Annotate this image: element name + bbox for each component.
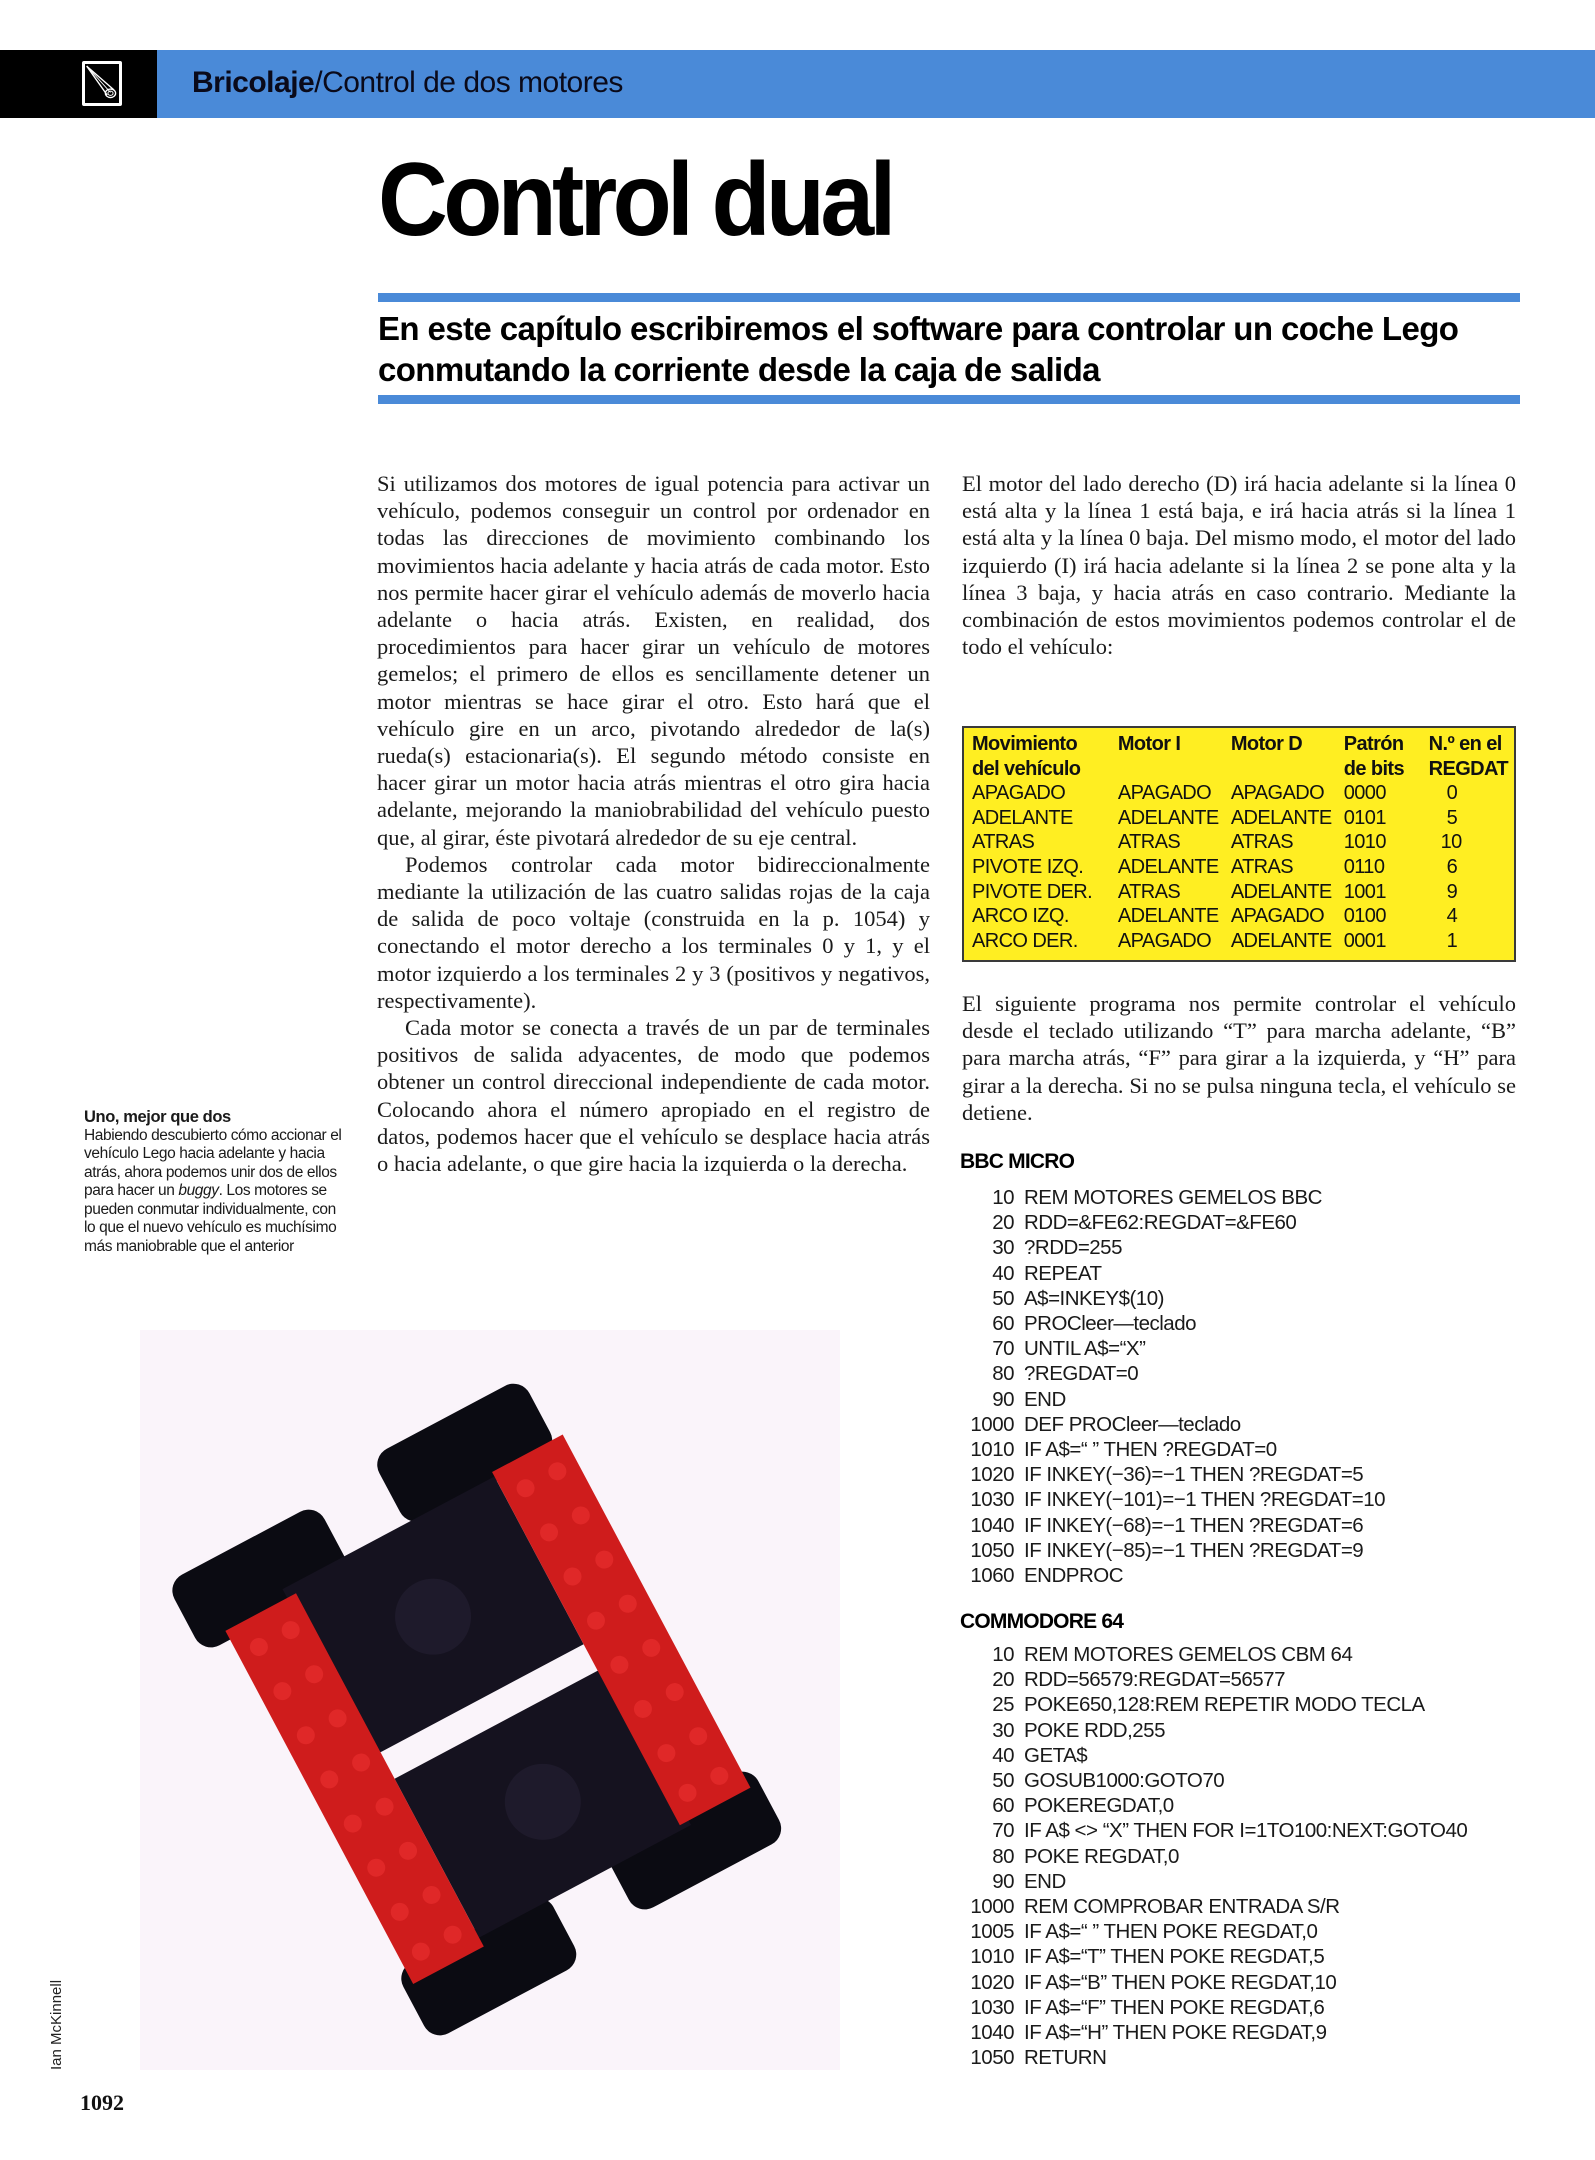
line-number: 40	[992, 1261, 1014, 1285]
table-cell: ATRAS	[972, 831, 1035, 854]
table-cell: PIVOTE IZQ.	[972, 855, 1084, 878]
line-number: 80	[992, 1844, 1014, 1868]
table-cell: 1001	[1343, 880, 1386, 903]
code-line	[960, 1793, 1467, 1818]
body-paragraph: El motor del lado derecho (D) irá hacia adelante si la línea 0 está alta y la línea 1 está baja, e irá hacia atrás si la línea 1 está alta y la línea 0 baja. Del mismo modo, el motor del lado izquierdo (I) irá hacia adelante si la línea 2 se pone alta y la línea 3 baja, y hacia atrás en caso contrario. Mediante la combinación de estos movimientos podemos controlar el de todo el vehículo:	[962, 471, 1516, 660]
lego-buggy-photo	[140, 1330, 840, 2070]
line-number: 1050	[970, 2046, 1014, 2070]
intro-standfirst: En este capítulo escribiremos el software para controlar un coche Lego conmutando la corriente desde la caja de salida	[378, 310, 1459, 388]
code-line	[960, 1513, 1385, 1538]
code-line	[960, 1387, 1385, 1412]
line-number: 1005	[970, 1920, 1014, 1944]
code-line	[960, 1944, 1467, 1969]
body-paragraph: Cada motor se conecta a través de un par de terminales positivos de salida adyacentes, de modo que podemos obtener un control direccional independiente de cada motor. Colocando ahora el número apropiado en el registro de datos, podemos hacer que el vehículo se desplace hacia atrás o hacia adelante, o que gire hacia la izquierda o la derecha.	[377, 1015, 930, 1177]
line-code: RETURN	[1024, 2046, 1107, 2070]
line-code: IF A$=“F” THEN POKE REGDAT,6	[1024, 1995, 1325, 2019]
code-line	[960, 2045, 1467, 2070]
code-line	[960, 2020, 1467, 2045]
line-code: REM COMPROBAR ENTRADA S/R	[1024, 1895, 1340, 1919]
line-code: PROCleer—teclado	[1024, 1312, 1197, 1336]
line-code: REPEAT	[1024, 1261, 1102, 1285]
line-code: UNTIL A$=“X”	[1024, 1337, 1146, 1361]
line-number: 1040	[970, 1513, 1014, 1537]
table-cell: ARCO DER.	[972, 929, 1078, 952]
line-code: IF A$=“ ” THEN ?REGDAT=0	[1024, 1438, 1277, 1462]
line-code: ENDPROC	[1024, 1564, 1124, 1588]
table-row	[972, 806, 1508, 831]
page-title: Control dual	[378, 142, 892, 258]
body-paragraph: Si utilizamos dos motores de igual potencia para activar un vehículo, podemos conseguir un control por ordenador en todas las direcciones de movimiento combinando los movimientos hacia adelante y hacia atrás de cada motor. Esto nos permite hacer girar el vehículo además de moverlo hacia adelante o hacia atrás. Existen, en realidad, dos procedimientos para hacer girar un vehículo de motores gemelos; el primero de ellos es sencillamente detener un motor mientras se hace girar el otro. Esto hará que el vehículo gire en un arco, pivotando alrededor de la(s) rueda(s) estacionaria(s). El segundo método consiste en hacer girar un motor hacia atrás mientras el otro gira hacia adelante, mejorando la maniobrabilidad del vehículo puesto que, al girar, éste pivotará alrededor de su eje central.	[377, 471, 930, 850]
line-number: 20	[992, 1668, 1014, 1692]
line-number: 60	[992, 1794, 1014, 1818]
breadcrumb-subsection: Control de dos motores	[322, 66, 623, 99]
table-cell: 0	[1446, 782, 1458, 805]
code-line	[960, 1869, 1467, 1894]
line-number: 30	[992, 1236, 1014, 1260]
table-cell: APAGADO	[1117, 782, 1212, 805]
line-number: 90	[992, 1869, 1014, 1893]
code-line	[960, 1844, 1467, 1869]
table-cell: ADELANTE	[1230, 880, 1332, 903]
listing-heading-c64: COMMODORE 64	[960, 1610, 1124, 1633]
table-cell: ARCO IZQ.	[972, 905, 1069, 928]
body-paragraph: Podemos controlar cada motor bidireccionalmente mediante la utilización de las cuatro salidas rojas de la caja de salida de poco voltaje (construida en la p. 1054) y conectando el motor derecho a los terminales 0 y 1, y el motor izquierdo a los terminales 2 y 3 (positivos y negativos, respectivamente).	[377, 851, 930, 1013]
line-number: 40	[992, 1743, 1014, 1767]
line-code: REM MOTORES GEMELOS BBC	[1024, 1186, 1322, 1209]
code-line	[960, 1642, 1467, 1667]
line-number: 50	[992, 1769, 1014, 1793]
table-header-cell: Motor D	[1230, 733, 1303, 755]
table-row	[972, 929, 1508, 954]
table-cell: ADELANTE	[1117, 855, 1219, 878]
line-code: RDD=56579:REGDAT=56577	[1024, 1668, 1285, 1692]
line-code: IF INKEY(−101)=−1 THEN ?REGDAT=10	[1024, 1488, 1386, 1512]
table-cell: ATRAS	[1230, 831, 1294, 854]
code-listing-c64	[960, 1642, 1467, 2070]
line-code: RDD=&FE62:REGDAT=&FE60	[1024, 1211, 1297, 1235]
listing-heading-bbc: BBC MICRO	[960, 1150, 1075, 1173]
table-cell: ADELANTE	[1230, 929, 1332, 952]
table-cell: 5	[1446, 806, 1458, 829]
page-number: 1092	[80, 2090, 124, 2115]
code-line	[960, 1995, 1467, 2020]
table-header-cell: Patrón de bits	[1343, 733, 1405, 780]
code-line	[960, 1361, 1385, 1386]
code-line	[960, 1462, 1385, 1487]
line-code: ?REGDAT=0	[1024, 1362, 1139, 1386]
line-code: A$=INKEY$(10)	[1024, 1286, 1164, 1310]
line-number: 60	[992, 1312, 1014, 1336]
code-line	[960, 1768, 1467, 1793]
line-number: 1040	[970, 2021, 1014, 2045]
line-number: 1010	[970, 1945, 1014, 1969]
code-line	[960, 1412, 1385, 1437]
line-number: 1020	[970, 1970, 1014, 1994]
line-code: IF A$=“H” THEN POKE REGDAT,9	[1024, 2021, 1327, 2045]
table-cell: 0110	[1343, 855, 1385, 878]
line-code: POKEREGDAT,0	[1024, 1794, 1174, 1818]
table-cell: 1	[1446, 929, 1458, 952]
code-line	[960, 1210, 1385, 1235]
table-header-cell: Motor I	[1117, 733, 1181, 755]
code-line	[960, 1261, 1385, 1286]
breadcrumb-section: Bricolaje	[192, 66, 315, 99]
table-cell: ADELANTE	[1117, 905, 1219, 928]
table-cell: ADELANTE	[1117, 806, 1219, 829]
line-code: IF INKEY(−36)=−1 THEN ?REGDAT=5	[1024, 1463, 1364, 1487]
tools-icon	[82, 61, 122, 106]
line-code: POKE650,128:REM REPETIR MODO TECLA	[1024, 1693, 1425, 1717]
caption-text: . Los motores se pueden conmutar individualmente, con lo que el nuevo vehículo es muchísimo más maniobrable que el anterior	[84, 1182, 337, 1255]
photo-caption	[84, 1108, 344, 1256]
section-header-black-block	[0, 50, 157, 118]
code-line	[960, 1667, 1467, 1692]
code-line	[960, 1235, 1385, 1260]
caption-title: Uno, mejor que dos	[84, 1108, 231, 1126]
table-row	[972, 880, 1508, 905]
line-number: 1000	[970, 1895, 1014, 1919]
code-line	[960, 1487, 1385, 1512]
line-number: 30	[992, 1718, 1014, 1742]
body-paragraph-program-intro: El siguiente programa nos permite controlar el vehículo desde el teclado utilizando “T” para marcha adelante, “B” para marcha atrás, “F” para girar a la izquierda, y “H” para girar a la derecha. Si no se pulsa ninguna tecla, el vehículo se detiene.	[962, 991, 1516, 1125]
table-row	[972, 830, 1508, 855]
line-code: POKE RDD,255	[1024, 1718, 1165, 1742]
line-number: 1030	[970, 1995, 1014, 2019]
motor-combinations-table	[962, 726, 1516, 962]
code-line	[960, 1692, 1467, 1717]
code-line	[960, 1894, 1467, 1919]
line-code: IF INKEY(−85)=−1 THEN ?REGDAT=9	[1024, 1538, 1364, 1562]
line-number: 50	[992, 1286, 1014, 1310]
table-cell: 0101	[1343, 806, 1386, 829]
table-cell: 0100	[1343, 905, 1386, 928]
code-listing-bbc	[960, 1185, 1385, 1588]
photo-credit: Ian McKinnell	[48, 1979, 65, 2070]
table-cell: 1010	[1343, 831, 1386, 854]
code-line	[960, 1718, 1467, 1743]
table-cell: PIVOTE DER.	[972, 880, 1093, 903]
code-line	[960, 1311, 1385, 1336]
line-number: 1050	[970, 1538, 1014, 1562]
caption-text: Habiendo descubierto cómo accionar el vehículo Lego hacia adelante y hacia atrás, ahora podemos unir dos de ellos para hacer un	[84, 1126, 342, 1199]
line-code: ?RDD=255	[1024, 1236, 1122, 1260]
code-line	[960, 1437, 1385, 1462]
table-header-cell: Movimiento del vehículo	[972, 733, 1081, 780]
line-number: 70	[992, 1337, 1014, 1361]
table-cell: ATRAS	[1117, 831, 1181, 854]
line-number: 20	[992, 1211, 1014, 1235]
table-cell: ADELANTE	[972, 806, 1073, 829]
line-code: IF A$=“B” THEN POKE REGDAT,10	[1024, 1970, 1337, 1994]
intro-rule-bottom	[378, 395, 1520, 404]
code-line	[960, 1743, 1467, 1768]
table-cell: 9	[1446, 880, 1458, 903]
table-cell: 0001	[1343, 929, 1386, 952]
code-line	[960, 1818, 1467, 1843]
table-cell: APAGADO	[1230, 782, 1325, 805]
line-code: POKE REGDAT,0	[1024, 1844, 1179, 1868]
table-cell: 10	[1440, 831, 1462, 854]
code-line	[960, 1185, 1385, 1210]
line-code: DEF PROCleer—teclado	[1024, 1412, 1241, 1436]
table-cell: APAGADO	[1117, 929, 1212, 952]
table-cell: 6	[1446, 855, 1458, 878]
table-cell: ADELANTE	[1230, 806, 1332, 829]
line-code: END	[1024, 1387, 1066, 1411]
breadcrumb	[192, 66, 623, 100]
table-cell: 0000	[1343, 782, 1386, 805]
code-line	[960, 1563, 1385, 1588]
table-cell: APAGADO	[972, 782, 1066, 805]
line-number: 10	[992, 1186, 1014, 1209]
line-number: 10	[992, 1643, 1014, 1666]
line-code: IF A$ <> “X” THEN FOR I=1TO100:NEXT:GOTO40	[1024, 1819, 1468, 1843]
line-number: 1030	[970, 1488, 1014, 1512]
line-number: 1060	[970, 1564, 1014, 1588]
line-code: REM MOTORES GEMELOS CBM 64	[1024, 1643, 1353, 1666]
caption-emphasis: buggy	[178, 1182, 219, 1199]
table-cell: 4	[1446, 905, 1458, 928]
line-code: IF INKEY(−68)=−1 THEN ?REGDAT=6	[1024, 1513, 1364, 1537]
table-header-cell: N.º en el REGDAT	[1428, 733, 1508, 780]
code-line	[960, 1970, 1467, 1995]
line-code: IF A$=“T” THEN POKE REGDAT,5	[1024, 1945, 1325, 1969]
code-line	[960, 1336, 1385, 1361]
table-row	[972, 855, 1508, 880]
line-code: GOSUB1000:GOTO70	[1024, 1769, 1225, 1793]
intro-rule-top	[378, 293, 1520, 302]
line-number: 1000	[970, 1412, 1014, 1436]
line-number: 90	[992, 1387, 1014, 1411]
table-row	[972, 781, 1508, 806]
code-line	[960, 1919, 1467, 1944]
body-column-right	[962, 470, 1516, 660]
line-number: 25	[992, 1693, 1014, 1717]
body-column-left	[377, 470, 930, 1177]
code-line	[960, 1286, 1385, 1311]
breadcrumb-separator: /	[314, 66, 323, 99]
line-number: 1010	[970, 1438, 1014, 1462]
line-code: GETA$	[1024, 1743, 1088, 1767]
line-number: 80	[992, 1362, 1014, 1386]
table-row	[972, 904, 1508, 929]
line-code: END	[1024, 1869, 1066, 1893]
line-number: 1020	[970, 1463, 1014, 1487]
line-code: IF A$=“ ” THEN POKE REGDAT,0	[1024, 1920, 1318, 1944]
table-cell: ATRAS	[1230, 855, 1294, 878]
table-header-row	[972, 732, 1508, 781]
table-cell: APAGADO	[1230, 905, 1325, 928]
table-cell: ATRAS	[1117, 880, 1181, 903]
code-line	[960, 1538, 1385, 1563]
line-number: 70	[992, 1819, 1014, 1843]
